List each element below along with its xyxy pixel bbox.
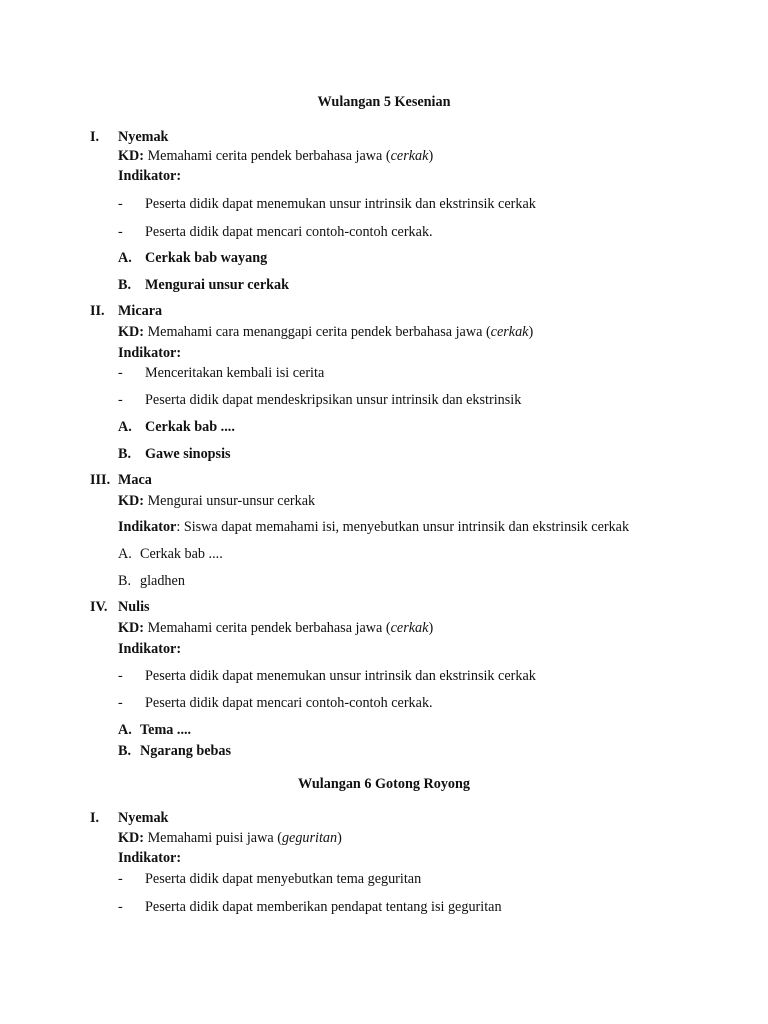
kd-label: KD:: [118, 830, 145, 846]
bullet-text: Menceritakan kembali isi cerita: [145, 365, 325, 381]
kd-text: Memahami puisi jawa: [147, 830, 274, 846]
sub-text: gladhen: [140, 573, 185, 589]
kd-line: [118, 620, 433, 636]
sub-letter: B.: [118, 277, 132, 293]
kd-label: KD:: [118, 324, 145, 340]
part-name: Nulis: [118, 599, 150, 615]
kd-term: geguritan: [281, 830, 338, 846]
indikator-text: : Siswa dapat memahami isi, menyebutkan unsur intrinsik dan ekstrinsik cerkak: [176, 519, 630, 535]
bullet-dash: -: [118, 224, 123, 240]
kd-text: Memahami cerita pendek berbahasa jawa: [147, 148, 383, 164]
part-name: Micara: [118, 303, 163, 319]
bullet-dash: -: [118, 196, 123, 212]
indikator-label: Indikator:: [118, 850, 182, 866]
kd-paren-close: ): [337, 830, 342, 846]
kd-term: cerkak: [390, 148, 429, 164]
bullet-dash: -: [118, 392, 123, 408]
kd-paren-close: ): [428, 148, 434, 164]
part-name: Maca: [118, 472, 152, 488]
bullet-text: Peserta didik dapat menyebutkan tema geguritan: [145, 871, 422, 887]
part-numeral: II.: [90, 303, 105, 319]
kd-text: Mengurai unsur-unsur cerkak: [147, 493, 316, 509]
sub-text: Ngarang bebas: [140, 743, 232, 759]
sub-text: Cerkak bab ....: [145, 419, 235, 435]
kd-label: KD:: [118, 620, 145, 636]
kd-line: [118, 148, 433, 164]
kd-paren-close: ): [428, 620, 434, 636]
part-name: Nyemak: [118, 129, 169, 145]
sub-letter: A.: [118, 250, 132, 266]
kd-text: Memahami cerita pendek berbahasa jawa: [147, 620, 383, 636]
sub-letter: A.: [118, 419, 132, 435]
part-numeral: III.: [90, 472, 111, 488]
bullet-dash: -: [118, 668, 123, 684]
bullet-text: Peserta didik dapat mencari contoh-contoh cerkak.: [145, 224, 433, 240]
sub-letter: B.: [118, 446, 132, 462]
bullet-text: Peserta didik dapat menemukan unsur intrinsik dan ekstrinsik cerkak: [145, 196, 536, 212]
kd-line: [118, 493, 315, 509]
part-numeral: IV.: [90, 599, 108, 615]
part-name: Nyemak: [118, 810, 169, 826]
sub-text: Gawe sinopsis: [145, 446, 231, 462]
sub-letter: B.: [118, 743, 132, 759]
sub-letter: A.: [118, 722, 132, 738]
indikator-label: Indikator:: [118, 641, 182, 657]
kd-paren-close: ): [528, 324, 534, 340]
kd-term: cerkak: [490, 324, 529, 340]
part-numeral: I.: [90, 810, 100, 826]
indikator-line: [118, 519, 629, 535]
section-title: Wulangan 6 Gotong Royong: [297, 776, 470, 792]
kd-paren-open: (: [277, 830, 282, 846]
bullet-text: Peserta didik dapat memberikan pendapat tentang isi geguritan: [145, 899, 502, 915]
bullet-text: Peserta didik dapat mendeskripsikan unsur intrinsik dan ekstrinsik: [145, 392, 522, 408]
kd-label: KD:: [118, 493, 145, 509]
bullet-dash: -: [118, 695, 123, 711]
sub-letter: A.: [118, 546, 132, 562]
indikator-label: Indikator:: [118, 345, 182, 361]
sub-text: Cerkak bab wayang: [145, 250, 268, 266]
section-title: Wulangan 5 Kesenian: [317, 94, 451, 110]
sub-letter: B.: [118, 573, 132, 589]
bullet-dash: -: [118, 899, 123, 915]
bullet-dash: -: [118, 365, 123, 381]
kd-paren-open: (: [385, 148, 391, 164]
kd-text: Memahami cara menanggapi cerita pendek berbahasa jawa: [147, 324, 483, 340]
bullet-dash: -: [118, 871, 123, 887]
kd-term: cerkak: [390, 620, 429, 636]
kd-paren-open: (: [385, 620, 391, 636]
kd-line: [118, 830, 342, 846]
bullet-text: Peserta didik dapat mencari contoh-contoh cerkak.: [145, 695, 433, 711]
kd-label: KD:: [118, 148, 145, 164]
sub-text: Cerkak bab ....: [140, 546, 223, 562]
bullet-text: Peserta didik dapat menemukan unsur intrinsik dan ekstrinsik cerkak: [145, 668, 536, 684]
sub-text: Mengurai unsur cerkak: [145, 277, 289, 293]
sub-text: Tema ....: [140, 722, 192, 738]
kd-paren-open: (: [485, 324, 491, 340]
kd-line: [118, 324, 533, 340]
indikator-label: Indikator:: [118, 168, 182, 184]
part-numeral: I.: [90, 129, 100, 145]
indikator-label: Indikator: [118, 519, 177, 535]
